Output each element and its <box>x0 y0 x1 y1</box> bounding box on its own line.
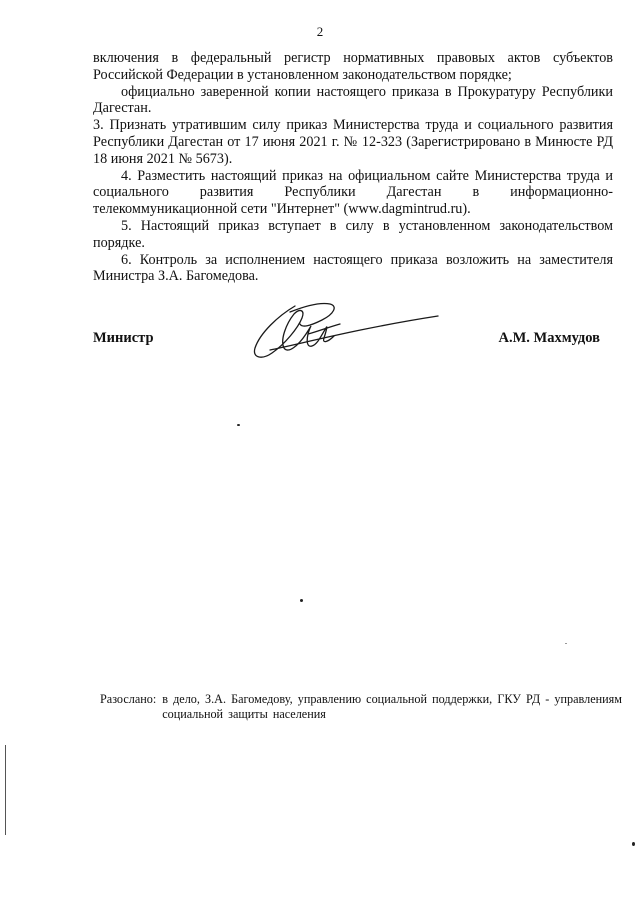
distribution-label: Разослано: <box>100 692 157 706</box>
scan-edge-mark <box>5 745 6 835</box>
paragraph-item-5: 5. Настоящий приказ вступает в силу в установленном законодательством порядке. <box>93 217 613 251</box>
page-number: 2 <box>316 24 324 39</box>
paragraph-item-6: 6. Контроль за исполнением настоящего приказа возложить на заместителя Министра З.А. Багомедова. <box>93 251 613 285</box>
scan-speck <box>632 842 635 846</box>
document-body <box>93 50 613 285</box>
signatory-title: Министр <box>93 330 154 346</box>
scan-speck <box>237 424 240 426</box>
scan-speck <box>300 599 303 602</box>
handwritten-signature <box>250 298 440 370</box>
paragraph-prosecutor-copy: официально заверенной копии настоящего приказа в Прокуратуру Республики Дагестан. <box>93 83 613 117</box>
paragraph-registry: включения в федеральный регистр нормативных правовых актов субъектов Российской Федерации в установленном законодательством порядке; <box>93 50 613 83</box>
scan-speck <box>565 643 567 644</box>
distribution-list <box>100 692 622 722</box>
paragraph-item-3: 3. Признать утратившим силу приказ Министерства труда и социального развития Республики Дагестан от 17 июня 2021 г. № 12-323 (Зарегистрировано в Минюсте РД 18 июня 2021 № 5673). <box>93 117 613 167</box>
signatory-name: А.М. Махмудов <box>498 330 600 346</box>
distribution-recipients: в дело, З.А. Багомедову, управлению социальной поддержки, ГКУ РД - управлениям социальной защиты населения <box>162 692 622 721</box>
paragraph-item-4: 4. Разместить настоящий приказ на официальном сайте Министерства труда и социального развития Республики Дагестан в информационно-телекоммуникационной сети "Интернет" (www.dagmintrud.ru). <box>93 167 613 218</box>
